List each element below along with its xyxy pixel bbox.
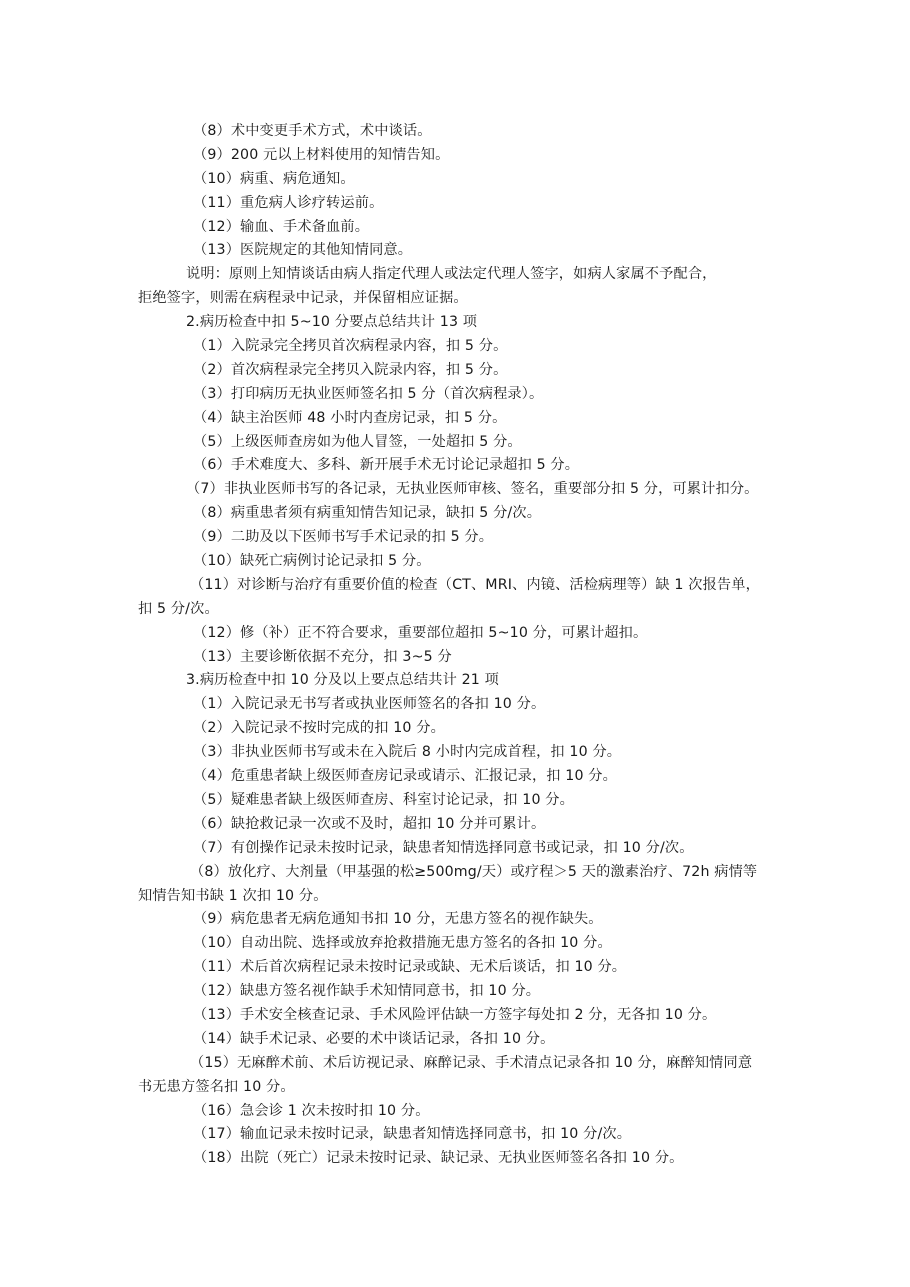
list-item: （4）危重患者缺上级医师查房记录或请示、汇报记录，扣 10 分。 [193,768,617,785]
list-item: （9）200 元以上材料使用的知情告知。 [193,146,450,163]
list-item: （12）输血、手术备血前。 [193,218,370,235]
list-item: （13）主要诊断依据不充分，扣 3~5 分 [193,648,452,665]
list-item: （11）术后首次病程记录未按时记录或缺、无术后谈话，扣 10 分。 [193,959,627,976]
note-paragraph: 说明：原则上知情谈话由病人指定代理人或法定代理人签字，如病人家属不予配合， [186,266,717,283]
list-item: （6）缺抢救记录一次或不及时，超扣 10 分并可累计。 [193,815,546,832]
list-item: （14）缺手术记录、必要的术中谈话记录，各扣 10 分。 [193,1030,555,1047]
list-item: （10）缺死亡病例讨论记录扣 5 分。 [193,553,431,570]
list-item: （11）重危病人诊疗转运前。 [193,194,384,211]
section-heading: 3.病历检查中扣 10 分及以上要点总结共计 21 项 [186,672,499,689]
list-item: （1）入院录完全拷贝首次病程录内容，扣 5 分。 [193,338,508,355]
list-item: （6）手术难度大、多科、新开展手术无讨论记录超扣 5 分。 [193,457,580,474]
list-item: （8）病重患者须有病重知情告知记录，缺扣 5 分/次。 [193,505,542,522]
document-body [138,120,788,1171]
list-item: （3）非执业医师书写或未在入院后 8 小时内完成首程，扣 10 分。 [193,744,622,761]
list-item: （13）手术安全核查记录、手术风险评估缺一方签字每处扣 2 分，无各扣 10 分。 [193,1006,717,1023]
list-item: （13）医院规定的其他知情同意。 [193,242,413,259]
list-item: （10）病重、病危通知。 [193,170,355,187]
list-item: （9）病危患者无病危通知书扣 10 分，无患方签名的视作缺失。 [193,911,603,928]
list-item: （7）有创操作记录未按时记录，缺患者知情选择同意书或记录，扣 10 分/次。 [193,839,694,856]
paragraph-continuation: 书无患方签名扣 10 分。 [138,1078,295,1095]
list-item: （2）入院记录不按时完成的扣 10 分。 [193,720,445,737]
list-item: （5）上级医师查房如为他人冒签，一处超扣 5 分。 [193,433,522,450]
list-item: （12）修（补）正不符合要求，重要部位超扣 5~10 分，可累计超扣。 [193,624,648,641]
list-item: （3）打印病历无执业医师签名扣 5 分（首次病程录）。 [193,385,544,402]
list-item: （1）入院记录无书写者或执业医师签名的各扣 10 分。 [193,696,546,713]
section-heading: 2.病历检查中扣 5~10 分要点总结共计 13 项 [186,314,478,331]
paragraph-continuation: 拒绝签字，则需在病程录中记录，并保留相应证据。 [138,290,468,307]
list-item: （2）首次病程录完全拷贝入院录内容，扣 5 分。 [193,361,508,378]
list-item: （8）放化疗、大剂量（甲基强的松≥500mg/天）或疗程＞5 天的激素治疗、72h 病情等 [190,863,758,880]
list-item: （18）出院（死亡）记录未按时记录、缺记录、无执业医师签名各扣 10 分。 [193,1150,684,1167]
list-item: （10）自动出院、选择或放弃抢救措施无患方签名的各扣 10 分。 [193,935,612,952]
list-item: （8）术中变更手术方式，术中谈话。 [193,123,432,139]
list-item: （15）无麻醉术前、术后访视记录、麻醉记录、手术清点记录各扣 10 分，麻醉知情同意 [190,1054,753,1071]
list-item: （17）输血记录未按时记录，缺患者知情选择同意书，扣 10 分/次。 [193,1126,632,1143]
list-item: （9）二助及以下医师书写手术记录的扣 5 分。 [193,529,494,546]
list-item: （12）缺患方签名视作缺手术知情同意书，扣 10 分。 [193,983,541,1000]
list-item: （11）对诊断与治疗有重要价值的检查（CT、MRI、内镜、活检病理等）缺 1 次报告单， [190,576,760,593]
paragraph-continuation: 知情告知书缺 1 次扣 10 分。 [138,887,328,904]
list-item: （4）缺主治医师 48 小时内查房记录，扣 5 分。 [193,409,507,426]
list-item: （7）非执业医师书写的各记录，无执业医师审核、签名，重要部分扣 5 分，可累计扣分。 [186,481,759,498]
list-item: （5）疑难患者缺上级医师查房、科室讨论记录，扣 10 分。 [193,791,574,808]
list-item: （16）急会诊 1 次未按时扣 10 分。 [193,1102,430,1119]
paragraph-continuation: 扣 5 分/次。 [138,600,219,617]
